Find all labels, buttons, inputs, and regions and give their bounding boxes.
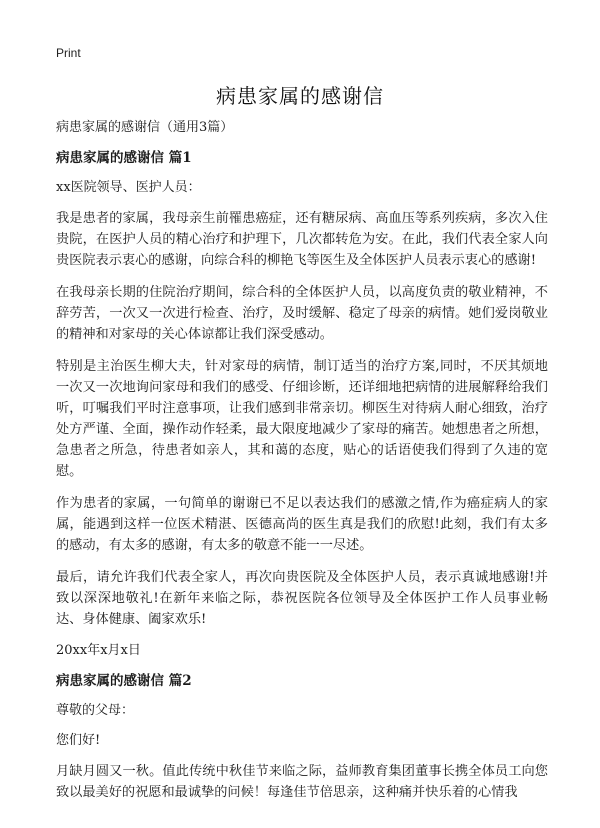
letter-heading: 病患家属的感谢信 篇2 bbox=[56, 673, 192, 689]
letter-date: 20xx年x月x日 bbox=[56, 643, 141, 658]
document-body bbox=[56, 118, 548, 814]
letter-paragraph: 最后，请允许我们代表全家人，再次向贵医院及全体医护人员，表示真诚地感谢!并致以深深地敬礼!在新年来临之际，恭祝医院各位领导及全体医护工作人员事业畅达、身体健康、阖家欢乐! bbox=[56, 570, 548, 627]
print-label: Print bbox=[56, 46, 81, 60]
letter-paragraph: 月缺月圆又一秋。值此传统中秋佳节来临之际，益师教育集团董事长携全体员工向您致以最美好的祝愿和最诚挚的问候！每逢佳节倍思亲，这种痛并快乐着的心情我 bbox=[56, 764, 548, 800]
letter-salutation: xx医院领导、医护人员： bbox=[56, 180, 201, 195]
letter-salutation: 尊敬的父母： bbox=[56, 703, 135, 718]
letter-paragraph: 特别是主治医生柳大夫，针对家母的病情，制订适当的治疗方案,同时，不厌其烦地一次又一次地询问家母和我们的感受、仔细诊断，还详细地把病情的进展解释给我们听，叮嘱我们平时注意事项，让我们感到非常亲切。柳医生对待病人耐心细致，治疗处方严谨、全面，操作动作轻柔，最大限度地减少了家母的痛苦。她想患者之所想，急患者之所急，待患者如亲人，其和蔼的态度，贴心的话语使我们得到了久违的宽慰。 bbox=[56, 359, 548, 479]
document-subtitle: 病患家属的感谢信（通用3篇） bbox=[56, 120, 234, 135]
letter-greeting: 您们好! bbox=[56, 733, 101, 748]
letter-1 bbox=[56, 148, 548, 661]
letter-2 bbox=[56, 671, 548, 803]
letter-paragraph: 我是患者的家属，我母亲生前罹患癌症，还有糖尿病、高血压等系列疾病，多次入住贵院，在医护人员的精心治疗和护理下，几次都转危为安。在此，我们代表全家人向贵医院表示衷心的感谢，向综合科的柳艳飞等医生及全体医护人员表示衷心的感谢! bbox=[56, 211, 548, 268]
document-title: 病患家属的感谢信 bbox=[216, 84, 384, 108]
letter-heading: 病患家属的感谢信 篇1 bbox=[56, 150, 192, 166]
letter-paragraph: 在我母亲长期的住院治疗期间，综合科的全体医护人员，以高度负责的敬业精神，不辞劳苦，一次又一次进行检查、治疗，及时缓解、稳定了母亲的病情。她们爱岗敬业的精神和对家母的关心体谅都让我们深受感动。 bbox=[56, 285, 548, 342]
letter-paragraph: 作为患者的家属，一句简单的谢谢已不足以表达我们的感激之情,作为癌症病人的家属，能遇到这样一位医术精湛、医德高尚的医生真是我们的欣慰!此刻，我们有太多的感动，有太多的感谢，有太多的敬意不能一一尽述。 bbox=[56, 496, 548, 553]
